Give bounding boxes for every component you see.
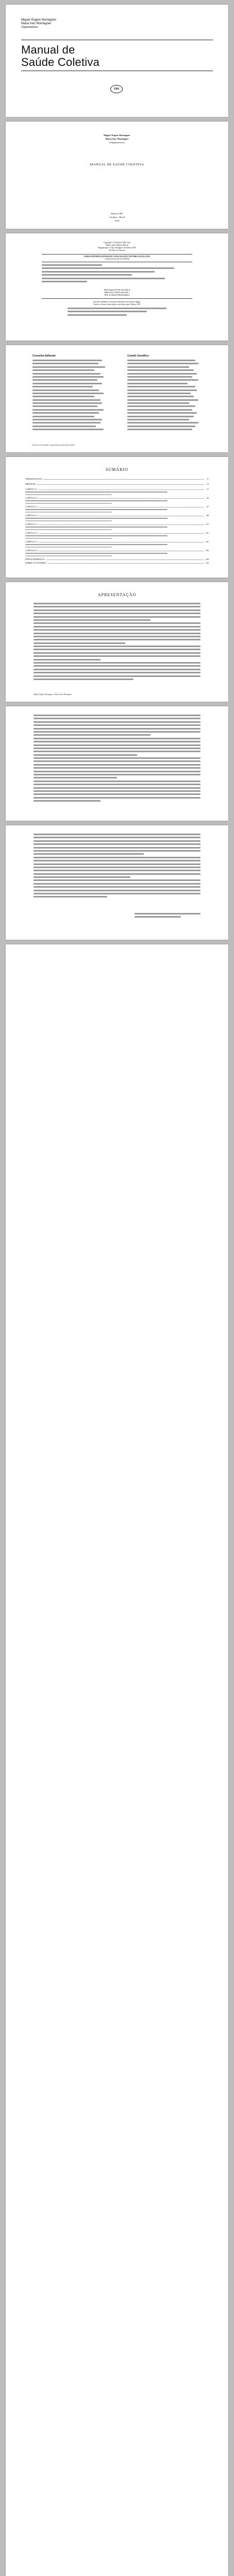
peer-review-note: Este livro foi avaliado e aprovado por pareceristas ad hoc.: [32, 444, 76, 446]
editorial-council-title: Conselho Editorial:: [32, 354, 56, 358]
contact-text: [68, 308, 166, 317]
toc-entry-page: 167: [205, 540, 209, 543]
toc-leader-dots: [25, 533, 204, 534]
cover-title-line-2: Saúde Coletiva: [21, 56, 100, 69]
credits-editor: Editor-chefe: Railson Moura: [106, 244, 128, 246]
text-page-2-body: [34, 834, 200, 900]
isbn-print: ISBN Físico 978-85-444-2441-1: [104, 292, 130, 294]
toc-entry-page: 67: [206, 505, 209, 508]
toc-entry-page: 89: [206, 514, 209, 517]
toc-entry-label: ÍNDICE REMISSIVO: [25, 558, 45, 561]
toc-entry-label: SOBRE OS AUTORES: [25, 562, 46, 564]
toc-entry-label: PREFÁCIO: [25, 483, 36, 485]
rights-note: Esta obra também se encontra disponível em formato digital.: [93, 301, 141, 303]
toc-entry[interactable]: [25, 497, 209, 499]
toc-entry-page: 229: [205, 558, 209, 561]
continuation-page: [6, 944, 228, 2576]
cover-authors: [21, 19, 56, 29]
title-page: [6, 122, 228, 229]
intro-title: APRESENTAÇÃO: [97, 592, 137, 597]
toc-leader-dots: [25, 479, 204, 480]
title-page-author-2: Maria Inez Montagner: [105, 138, 129, 140]
credits-page: [6, 233, 228, 341]
toc-entry-label: CAPÍTULO 2: [25, 497, 38, 499]
toc-entry-label: CAPÍTULO 6: [25, 532, 38, 534]
toc-entry-details: [25, 535, 180, 540]
cover-role: Organizadores: [21, 26, 38, 29]
toc-entry-page: 115: [205, 523, 209, 526]
toc-entry-page: 17: [206, 488, 209, 490]
toc-entry[interactable]: [25, 514, 209, 517]
text-page-1: [6, 706, 228, 821]
toc-page: [6, 457, 228, 578]
toc-entry[interactable]: [25, 505, 209, 508]
editorial-council-list: [32, 360, 110, 432]
toc-entry-page: 13: [206, 483, 209, 485]
toc-leader-dots: [25, 563, 204, 564]
toc-entry[interactable]: [25, 478, 209, 480]
toc-entry[interactable]: [25, 562, 209, 564]
toc-entry-label: CAPÍTULO 3: [25, 505, 38, 508]
cover-title: [21, 44, 99, 69]
cover-page: [6, 5, 228, 117]
text-page-2-signature: [135, 913, 200, 920]
toc-entry[interactable]: [25, 488, 209, 490]
toc-entry-details: [25, 492, 180, 496]
toc-entry-details: [25, 518, 180, 522]
toc-leader-dots: [25, 484, 204, 485]
title-page-book-title: MANUAL DE SAÚDE COLETIVA: [90, 163, 144, 166]
toc-entry-details: [25, 527, 180, 531]
text-page-2: [6, 825, 228, 940]
title-page-year: 2018: [114, 219, 120, 222]
toc-leader-dots: [25, 489, 204, 490]
catalog-subheading: CATALOGAÇÃO NA FONTE: [105, 258, 129, 260]
title-page-publisher: Editora CRV: [111, 212, 123, 215]
toc-entry-details: [25, 553, 180, 557]
toc-entry[interactable]: [25, 558, 209, 561]
credits-rule-3: [42, 298, 192, 299]
toc-leader-dots: [25, 498, 204, 499]
scientific-committee-list: [127, 360, 205, 432]
toc-entry-details: [25, 500, 180, 505]
doi: DOI 10.24824/978854442440.4: [104, 294, 130, 296]
council-page: [6, 345, 228, 452]
toc-entry-page: 195: [205, 549, 209, 552]
toc-entry-page: 141: [205, 532, 209, 534]
credits-copyright: Copyright © da Editora CRV Ltda.: [103, 242, 131, 244]
contact-note: Todos os direitos desta edição reservados pela: Editora CRV: [93, 303, 141, 306]
toc-entry-page: 11: [206, 478, 209, 480]
intro-body: [34, 603, 200, 682]
isbn-digital: ISBN Digital 978-85-444-2440-4: [104, 289, 130, 291]
toc-entry-label: APRESENTAÇÃO: [25, 478, 42, 480]
toc-entry[interactable]: [25, 483, 209, 485]
publisher-logo: CRV: [110, 85, 123, 93]
toc-entry[interactable]: [25, 540, 209, 543]
cover-title-line-1: Manual de: [21, 43, 75, 56]
credits-diagram: Diagramação e Capa: Designers da Editora CRV: [98, 247, 136, 249]
toc-entry-label: CAPÍTULO 7: [25, 540, 38, 543]
toc-entry-label: CAPÍTULO 4: [25, 514, 38, 517]
toc-entry-page: 43: [206, 497, 209, 499]
credits-revision: Revisão: Os Autores: [109, 249, 125, 251]
toc-entry-label: CAPÍTULO 1: [25, 488, 38, 490]
text-page-1-body: [34, 715, 200, 804]
toc-leader-dots: [25, 524, 204, 525]
toc-entry-details: [25, 544, 180, 549]
toc-leader-dots: [25, 542, 204, 543]
catalog-text: [42, 264, 192, 284]
intro-signoff: Miguel Ângelo Montagner e Maria Inez Montagner: [34, 693, 72, 696]
toc-entry[interactable]: [25, 532, 209, 534]
toc-entry-label: CAPÍTULO 8: [25, 549, 38, 552]
title-page-author-1: Miguel Ângelo Montagner: [104, 134, 130, 137]
toc-entry-details: [25, 509, 180, 514]
toc-title: SUMÁRIO: [106, 467, 128, 472]
cover-author-1: Miguel Ângelo Montagner: [21, 19, 57, 22]
cover-author-2: Maria Inez Montagner: [21, 22, 52, 25]
title-page-role: (Organizadores): [109, 141, 125, 144]
toc-entry[interactable]: [25, 549, 209, 552]
scientific-committee-title: Comitê Científico:: [127, 354, 149, 358]
toc-entry-label: CAPÍTULO 5: [25, 523, 38, 526]
toc-entry-page: 233: [205, 562, 209, 564]
credits-rule-1: [42, 254, 192, 255]
toc-entry[interactable]: [25, 523, 209, 526]
title-page-city: Curitiba – Brasil: [109, 216, 125, 218]
catalog-heading: DADOS INTERNACIONAIS DE CATALOGAÇÃO NA PUBLICAÇÃO (CIP): [84, 256, 150, 258]
intro-page: [6, 582, 228, 702]
